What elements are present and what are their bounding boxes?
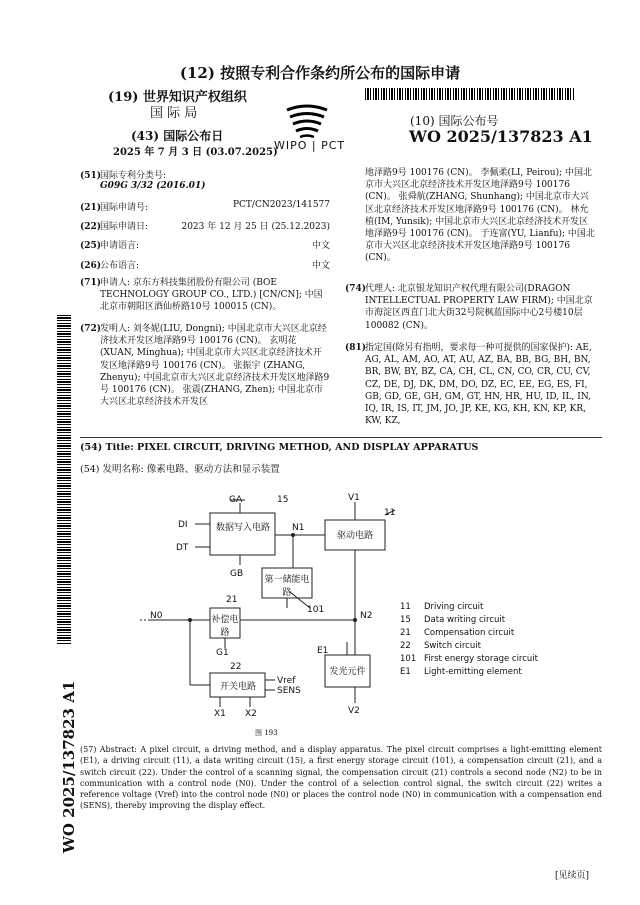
label-V2: V2 <box>348 706 360 716</box>
label-GA: GA <box>229 495 243 505</box>
publication-number: WO 2025/137823 A1 <box>409 127 593 146</box>
field-21 <box>80 200 330 213</box>
filing-date: 2023 年 12 月 25 日 (25.12.2023) <box>181 222 330 232</box>
field-number: (25) <box>80 241 102 251</box>
label-22: 22 <box>230 662 242 672</box>
publication-number-label: (10) 国际公布号 <box>410 114 499 128</box>
legend-label: First energy storage circuit <box>424 654 538 664</box>
legend-number: 21 <box>400 628 411 638</box>
continued-on-next-page: [见续页] <box>555 871 590 881</box>
label-Vref: Vref <box>277 676 296 686</box>
section-divider <box>80 437 602 438</box>
label-DI: DI <box>178 520 188 530</box>
label-V1: V1 <box>348 493 360 503</box>
publication-date-label: (43) 国际公布日 <box>131 129 224 143</box>
field-number: (22) <box>80 222 102 232</box>
field-81 <box>345 342 595 427</box>
block-switch-label: 开关电路 <box>219 682 256 692</box>
designated-states-text: 指定国(除另有指明，要求每一种可提供的国家保护): AE, AG, AL, AM, AO, AT, AU, AZ, BA, BB, BG, BH, BN, BR, BW, BY, BZ, CA, CH, CL, CN, CO, CR, CU, CV, CZ, DE, DJ, DK, DM, DO, DZ, EC, EE, EG, ES, FI, GB, GD, GE, GH, GM, GT, HN, HR, HU, ID, IL, IN, IQ, IR, IS, IT, JM, JO, JP, KE, KG, KH, KN, KP, KR, KW, KZ, <box>365 343 592 427</box>
side-barcode <box>57 315 71 645</box>
top-barcode <box>365 88 575 100</box>
wipo-logo-text: WIPO | PCT <box>274 139 346 152</box>
field-26 <box>80 258 330 271</box>
field-number: (26) <box>80 261 102 271</box>
label-X2: X2 <box>245 709 257 719</box>
title-chinese: (54) 发明名称: 像素电路、驱动方法和显示装置 <box>80 464 280 475</box>
publication-language: 中文 <box>311 261 330 271</box>
ipc-class: G09G 3/32 (2016.01) <box>100 181 206 191</box>
filing-language: 中文 <box>311 241 330 251</box>
label-N1: N1 <box>292 523 305 533</box>
label-GB: GB <box>230 569 244 579</box>
field-label: 国际申请日: <box>100 222 149 232</box>
legend-label: Light-emitting element <box>424 667 522 677</box>
organization-name: (19) 世界知识产权组织 <box>108 90 247 105</box>
field-51 <box>80 168 330 191</box>
field-number: (71) <box>80 278 102 288</box>
field-label: 国际申请号: <box>100 203 149 213</box>
field-number: (81) <box>345 343 367 353</box>
field-label: 公布语言: <box>100 261 140 271</box>
field-number: (74) <box>345 284 367 294</box>
inventors-continued: 地泽路9号 100176 (CN)。 李佩柔(LI, Peirou); 中国北京市大兴区北京经济技术开发区地泽路9号 100176 (CN)。 张舜航(ZHANG, Shunhang); 中国北京市大兴区北京经济技术开发区地泽路9号 100176 (CN)。 林允植(IM, Yunsik); 中国北京市大兴区北京经济技术开发区地泽路9号 100176 (CN)。 于连富(YU, Lianfu); 中国北京市大兴区北京经济技术开发区地泽路9号 100176 (CN)。 <box>365 168 595 264</box>
block-led-label: 发光元件 <box>329 667 366 677</box>
field-74 <box>345 283 595 332</box>
document-type-title: (12) 按照专利合作条约所公布的国际申请 <box>179 64 461 82</box>
block-storage-label: 第一储能电路 <box>264 575 310 598</box>
label-SENS: SENS <box>277 686 301 696</box>
legend-label: Switch circuit <box>424 641 481 651</box>
legend-number: 15 <box>400 615 411 625</box>
block-comp-label: 补偿电路 <box>211 615 239 638</box>
block-data-write-label: 数据写入电路 <box>215 523 270 533</box>
figure-number: 图 193 <box>255 729 278 737</box>
label-101: 101 <box>307 605 325 615</box>
label-N0: N0 <box>150 611 163 621</box>
legend-label: Data writing circuit <box>424 615 506 625</box>
organization-bureau: 国 际 局 <box>150 106 198 121</box>
label-DT: DT <box>176 543 189 553</box>
field-71 <box>80 277 330 314</box>
field-72 <box>80 323 330 408</box>
wipo-logo-icon <box>283 104 331 144</box>
field-number: (21) <box>80 203 102 213</box>
field-label: 国际专利分类号: <box>100 171 167 181</box>
label-11: 11 <box>384 508 396 518</box>
applicant-text: 申请人: 京东方科技集团股份有限公司 (BOE TECHNOLOGY GROUP CO., LTD.) [CN/CN]; 中国北京市朝阳区酒仙桥路10号 100015 (CN)。 <box>100 278 323 313</box>
field-number: (51) <box>80 171 102 181</box>
legend-number: 101 <box>400 654 417 664</box>
block-drive-label: 驱动电路 <box>336 531 373 541</box>
label-21: 21 <box>226 595 238 605</box>
label-X1: X1 <box>214 709 226 719</box>
legend-label: Compensation circuit <box>424 628 515 638</box>
label-G1: G1 <box>216 648 229 658</box>
abstract: (57) Abstract: A pixel circuit, a driving method, and a display apparatus. The pixel circuit comprises a light-emitting element (E1), a driving circuit (11), a data writing circuit (15), a first energy storage circuit (101), a compensation circuit (21), and a switch circuit (22). Under the control of a scanning signal, the compensation circuit (21) controls a second node (N2) to be in communication with a control node (N0). Under the control of a selection control signal, the switch circuit (22) writes a reference voltage (Vref) into the control node (N0) or places the control node (N0) in communication with a compensation end (SENS), thereby improving the display effect. <box>80 745 602 811</box>
side-publication-number: WO 2025/137823 A1 <box>60 680 78 853</box>
application-number: PCT/CN2023/141577 <box>232 200 330 210</box>
publication-date: 2025 年 7 月 3 日 (03.07.2025) <box>113 147 278 158</box>
legend-number: 11 <box>400 602 411 612</box>
field-label: 申请语言: <box>100 241 140 251</box>
field-25 <box>80 238 330 251</box>
legend-label: Driving circuit <box>424 602 484 612</box>
title-english: (54) Title: PIXEL CIRCUIT, DRIVING METHOD, AND DISPLAY APPARATUS <box>80 442 479 453</box>
figure-legend <box>400 602 539 677</box>
legend-number: E1 <box>400 667 411 677</box>
agent-text: 代理人: 北京银龙知识产权代理有限公司(DRAGON INTELLECTUAL PROPERTY LAW FIRM); 中国北京市海淀区西直门北大街32号院枫蓝国际中心2号楼10层 100082 (CN)。 <box>365 284 593 331</box>
label-E1: E1 <box>317 646 329 656</box>
circuit-diagram <box>140 490 570 730</box>
field-number: (72) <box>80 324 102 334</box>
legend-number: 22 <box>400 641 411 651</box>
label-N2: N2 <box>360 611 373 621</box>
label-15: 15 <box>277 495 289 505</box>
field-22 <box>80 219 330 232</box>
inventors-text: 发明人: 刘冬妮(LIU, Dongni); 中国北京市大兴区北京经济技术开发区地泽路9号 100176 (CN)。 玄明花(XUAN, Minghua); 中国北京市大兴区北京经济技术开发区地泽路9号 100176 (CN)。 张振宇 (ZHANG, Zhenyu); 中国北京市大兴区北京经济技术开发区地泽路9号 100176 (CN)。 张震(ZHANG, Zhen); 中国北京市大兴区北京经济技术开发区 <box>100 324 330 408</box>
